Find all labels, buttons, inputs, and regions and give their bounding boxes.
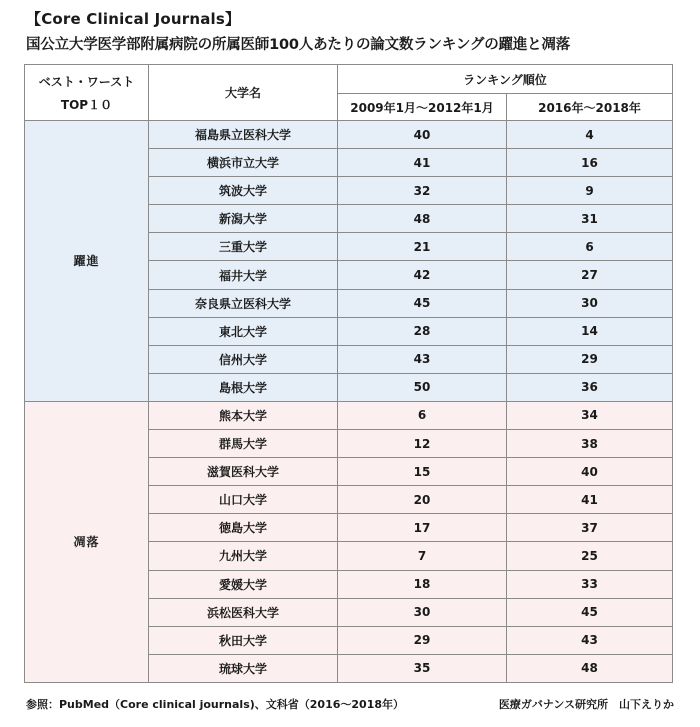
header-period-2009-2012: 2009年1月～2012年1月 <box>338 94 507 121</box>
university-name-cell: 徳島大学 <box>149 514 338 542</box>
rank-2016-2018-cell: 48 <box>507 654 673 682</box>
university-name-cell: 九州大学 <box>149 542 338 570</box>
rank-2016-2018-cell: 4 <box>507 121 673 149</box>
header-ranking: ランキング順位 <box>338 65 673 94</box>
university-name-cell: 新潟大学 <box>149 205 338 233</box>
group-label: 凋落 <box>25 401 149 682</box>
rank-2016-2018-cell: 36 <box>507 373 673 401</box>
ranking-table <box>24 64 673 683</box>
rank-2016-2018-cell: 34 <box>507 401 673 429</box>
university-name-cell: 福井大学 <box>149 261 338 289</box>
rank-2009-2012-cell: 20 <box>338 486 507 514</box>
header-best-worst-line1: ベスト・ワースト <box>38 74 135 89</box>
rank-2016-2018-cell: 27 <box>507 261 673 289</box>
rank-2016-2018-cell: 45 <box>507 598 673 626</box>
rank-2009-2012-cell: 32 <box>338 177 507 205</box>
rank-2009-2012-cell: 40 <box>338 121 507 149</box>
rank-2009-2012-cell: 41 <box>338 149 507 177</box>
rank-2016-2018-cell: 41 <box>507 486 673 514</box>
university-name-cell: 福島県立医科大学 <box>149 121 338 149</box>
rank-2009-2012-cell: 43 <box>338 345 507 373</box>
rank-2009-2012-cell: 35 <box>338 654 507 682</box>
rank-2009-2012-cell: 45 <box>338 289 507 317</box>
rank-2016-2018-cell: 6 <box>507 233 673 261</box>
header-best-worst-line2: TOP１０ <box>60 97 113 112</box>
rank-2016-2018-cell: 33 <box>507 570 673 598</box>
rank-2016-2018-cell: 43 <box>507 626 673 654</box>
rank-2009-2012-cell: 30 <box>338 598 507 626</box>
rank-2016-2018-cell: 31 <box>507 205 673 233</box>
header-period-2016-2018: 2016年～2018年 <box>507 94 673 121</box>
rank-2009-2012-cell: 48 <box>338 205 507 233</box>
rank-2016-2018-cell: 40 <box>507 458 673 486</box>
rank-2016-2018-cell: 25 <box>507 542 673 570</box>
table-row <box>25 121 673 149</box>
university-name-cell: 浜松医科大学 <box>149 598 338 626</box>
rank-2016-2018-cell: 14 <box>507 317 673 345</box>
university-name-cell: 奈良県立医科大学 <box>149 289 338 317</box>
university-name-cell: 滋賀医科大学 <box>149 458 338 486</box>
source-note: 参照：PubMed（Core clinical journals)、文科省（2016～2018年） <box>26 698 405 711</box>
rank-2009-2012-cell: 17 <box>338 514 507 542</box>
table-row <box>25 401 673 429</box>
rank-2009-2012-cell: 12 <box>338 430 507 458</box>
university-name-cell: 横浜市立大学 <box>149 149 338 177</box>
university-name-cell: 熊本大学 <box>149 401 338 429</box>
rank-2016-2018-cell: 29 <box>507 345 673 373</box>
rank-2009-2012-cell: 15 <box>338 458 507 486</box>
university-name-cell: 群馬大学 <box>149 430 338 458</box>
university-name-cell: 筑波大学 <box>149 177 338 205</box>
group-rise <box>25 121 673 402</box>
group-fall <box>25 401 673 682</box>
university-name-cell: 愛媛大学 <box>149 570 338 598</box>
rank-2016-2018-cell: 30 <box>507 289 673 317</box>
page-title: 国公立大学医学部附属病院の所属医師100人あたりの論文数ランキングの躍進と凋落 <box>26 37 571 53</box>
rank-2009-2012-cell: 29 <box>338 626 507 654</box>
rank-2009-2012-cell: 7 <box>338 542 507 570</box>
rank-2009-2012-cell: 18 <box>338 570 507 598</box>
rank-2016-2018-cell: 16 <box>507 149 673 177</box>
university-name-cell: 山口大学 <box>149 486 338 514</box>
rank-2009-2012-cell: 42 <box>338 261 507 289</box>
rank-2009-2012-cell: 50 <box>338 373 507 401</box>
university-name-cell: 三重大学 <box>149 233 338 261</box>
rank-2016-2018-cell: 37 <box>507 514 673 542</box>
university-name-cell: 信州大学 <box>149 345 338 373</box>
university-name-cell: 島根大学 <box>149 373 338 401</box>
group-label: 躍進 <box>25 121 149 402</box>
university-name-cell: 秋田大学 <box>149 626 338 654</box>
title-bracket: 【Core Clinical Journals】 <box>26 10 241 28</box>
header-best-worst <box>25 65 149 121</box>
header-university: 大学名 <box>149 65 338 121</box>
rank-2016-2018-cell: 38 <box>507 430 673 458</box>
rank-2009-2012-cell: 6 <box>338 401 507 429</box>
credit-note: 医療ガバナンス研究所 山下えりか <box>498 698 674 711</box>
rank-2016-2018-cell: 9 <box>507 177 673 205</box>
rank-2009-2012-cell: 28 <box>338 317 507 345</box>
university-name-cell: 琉球大学 <box>149 654 338 682</box>
university-name-cell: 東北大学 <box>149 317 338 345</box>
rank-2009-2012-cell: 21 <box>338 233 507 261</box>
